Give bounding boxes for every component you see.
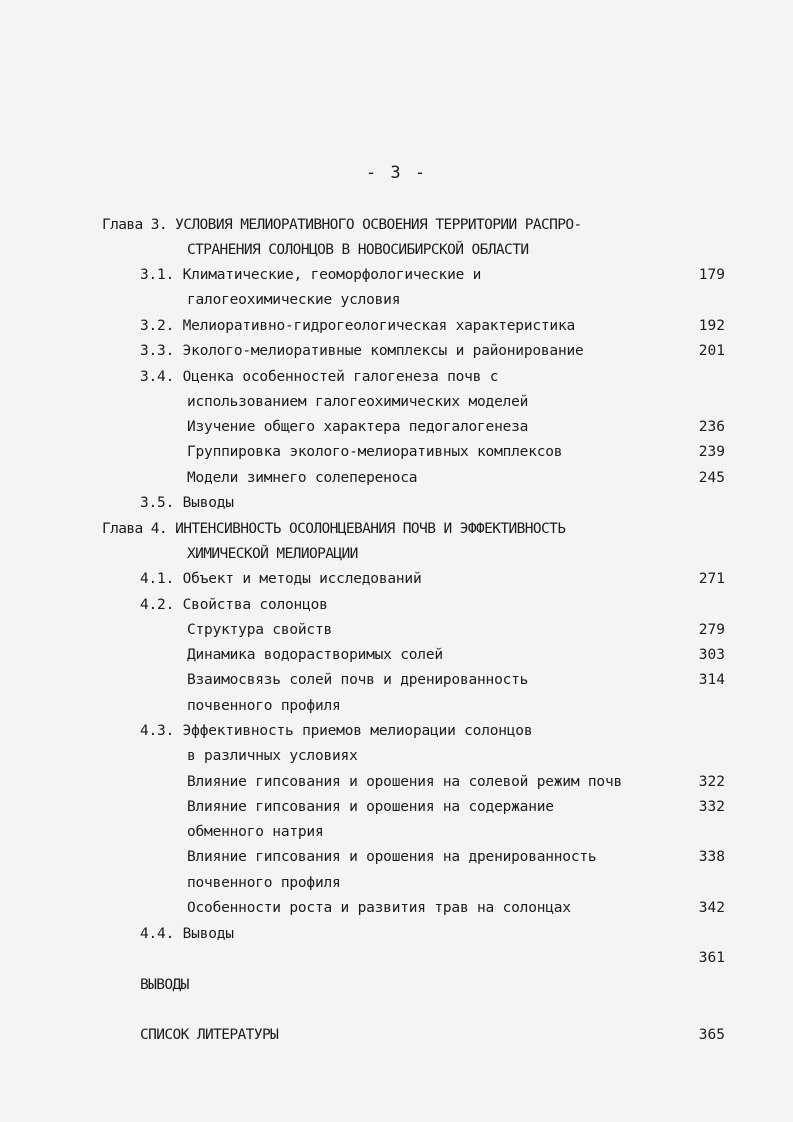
toc-subentry: Особенности роста и развития трав на солонцах	[187, 900, 571, 916]
toc-page: 245	[698, 470, 725, 486]
toc-entry-4-3: 4.3. Эффективность приемов мелиорации солонцов	[140, 723, 533, 739]
toc-subentry-cont: обменного натрия	[187, 824, 324, 840]
toc-references: СПИСОК ЛИТЕРАТУРЫ	[140, 1027, 279, 1043]
toc-conclusions: ВЫВОДЫ	[140, 977, 189, 993]
toc-page: 332	[698, 799, 725, 815]
toc-subentry-cont: почвенного профиля	[187, 875, 341, 891]
toc-subentry: Группировка эколого-мелиоративных комплексов	[187, 444, 563, 460]
toc-page: 239	[698, 444, 725, 460]
toc-page-4-1: 271	[698, 571, 725, 587]
toc-subentry: Модели зимнего солепереноса	[187, 470, 418, 486]
toc-subentry: Структура свойств	[187, 622, 333, 638]
toc-page-references: 365	[698, 1027, 725, 1043]
toc-entry-4-2: 4.2. Свойства солонцов	[140, 597, 328, 613]
toc-page: 314	[698, 672, 725, 688]
toc-entry-3-4-cont: использованием галогеохимических моделей	[187, 394, 529, 410]
toc-subentry-cont: почвенного профиля	[187, 698, 341, 714]
toc-page: 279	[698, 622, 725, 638]
toc-entry-3-4: 3.4. Оценка особенностей галогенеза почв с	[140, 369, 499, 385]
toc-entry-3-2: 3.2. Мелиоративно-гидрогеологическая характеристика	[140, 318, 576, 334]
toc-entry-4-1: 4.1. Объект и методы исследований	[140, 571, 422, 587]
toc-page-3-1: 179	[698, 267, 725, 283]
toc-chapter-4-title-cont: ХИМИЧЕСКОЙ МЕЛИОРАЦИИ	[187, 546, 358, 562]
toc-entry-3-5: 3.5. Выводы	[140, 495, 234, 511]
toc-chapter-4-title: Глава 4. ИНТЕНСИВНОСТЬ ОСОЛОНЦЕВАНИЯ ПОЧВ И ЭФФЕКТИВНОСТЬ	[102, 521, 566, 537]
toc-entry-4-3-cont: в различных условиях	[187, 748, 358, 764]
toc-page-3-2: 192	[698, 318, 725, 334]
toc-subentry: Влияние гипсования и орошения на дренированность	[187, 849, 597, 865]
toc-page: 338	[698, 849, 725, 865]
toc-entry-4-4: 4.4. Выводы	[140, 926, 234, 942]
toc-chapter-3-title-cont: СТРАНЕНИЯ СОЛОНЦОВ В НОВОСИБИРСКОЙ ОБЛАСТИ	[187, 242, 529, 258]
toc-subentry: Динамика водорастворимых солей	[187, 647, 443, 663]
toc-subentry: Влияние гипсования и орошения на содержание	[187, 799, 554, 815]
toc-page-conclusions: 361	[698, 950, 725, 966]
toc-page-3-3: 201	[698, 343, 725, 359]
toc-subentry: Изучение общего характера педогалогенеза	[187, 419, 529, 435]
toc-entry-3-1-cont: галогеохимические условия	[187, 292, 401, 308]
toc-chapter-3-title: Глава 3. УСЛОВИЯ МЕЛИОРАТИВНОГО ОСВОЕНИЯ ТЕРРИТОРИИ РАСПРО-	[102, 217, 582, 233]
toc-page: 303	[698, 647, 725, 663]
toc-page: 342	[698, 900, 725, 916]
toc-subentry: Взаимосвязь солей почв и дренированность	[187, 672, 529, 688]
toc-entry-3-3: 3.3. Эколого-мелиоративные комплексы и районирование	[140, 343, 584, 359]
toc-entry-3-1: 3.1. Климатические, геоморфологические и	[140, 267, 482, 283]
toc-page: 236	[698, 419, 725, 435]
page-number: - 3 -	[365, 163, 428, 183]
toc-page: 322	[698, 774, 725, 790]
toc-subentry: Влияние гипсования и орошения на солевой режим почв	[187, 774, 623, 790]
